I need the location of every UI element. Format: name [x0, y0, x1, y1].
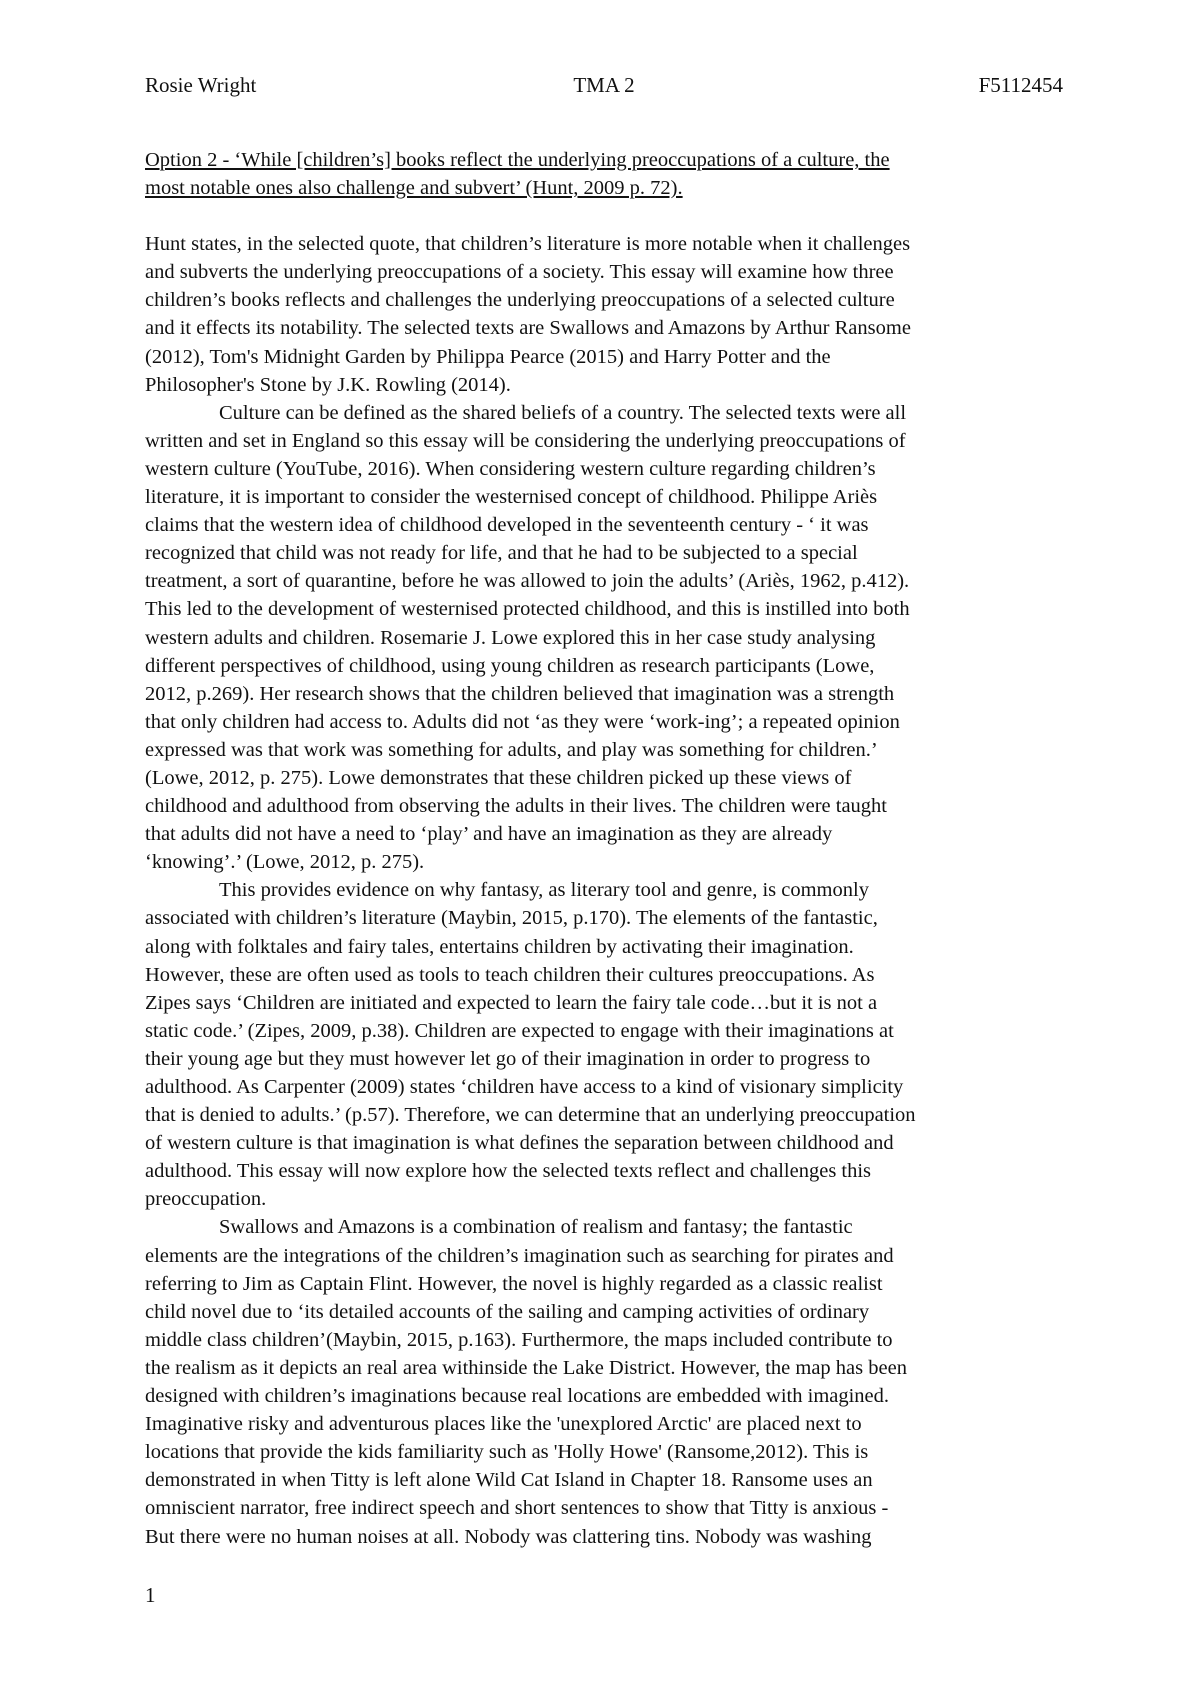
text-line: of western culture is that imagination is what defines the separation between childhood and: [145, 1132, 894, 1155]
text-line: omniscient narrator, free indirect speech and short sentences to show that Titty is anxious -: [145, 1497, 889, 1520]
text-line: western adults and children. Rosemarie J. Lowe explored this in her case study analysing: [145, 626, 876, 649]
text-line: expressed was that work was something for adults, and play was something for children.’: [145, 738, 878, 761]
text-line: However, these are often used as tools to teach children their cultures preoccupations. As: [145, 963, 875, 986]
text-line: 2012, p.269). Her research shows that the children believed that imagination was a strength: [145, 682, 895, 705]
page-number: 1: [145, 1583, 156, 1607]
text-line: Zipes says ‘Children are initiated and expected to learn the fairy tale code…but it is not a: [145, 991, 878, 1014]
text-line: and it effects its notability. The selected texts are Swallows and Amazons by Arthur Ransome: [145, 317, 911, 340]
text-line: children’s books reflects and challenges the underlying preoccupations of a selected culture: [145, 289, 895, 312]
text-line: and subverts the underlying preoccupations of a society. This essay will examine how three: [145, 261, 894, 284]
text-line: adulthood. As Carpenter (2009) states ‘children have access to a kind of visionary simplicity: [145, 1076, 904, 1098]
text-line: (2012), Tom's Midnight Garden by Philippa Pearce (2015) and Harry Potter and the: [145, 345, 831, 368]
text-line: literature, it is important to consider the westernised concept of childhood. Philippe Ariès: [145, 486, 878, 509]
page-header: [145, 70, 1063, 100]
text-line: child novel due to ‘its detailed accounts of the sailing and camping activities of ordinary: [145, 1300, 870, 1323]
header-student-id: F5112454: [978, 73, 1063, 97]
title-line: Option 2 - ‘While [children’s] books reflect the underlying preoccupations of a culture, the: [145, 149, 890, 171]
essay-paragraph: [145, 230, 1069, 399]
essay-paragraph: [145, 876, 1069, 1213]
header-author: Rosie Wright: [145, 73, 257, 97]
text-line: designed with children’s imaginations because real locations are embedded with imagined.: [145, 1385, 890, 1408]
essay-body: [145, 146, 1069, 1551]
text-line: But there were no human noises at all. Nobody was clattering tins. Nobody was washing: [145, 1525, 872, 1548]
text-line: ‘knowing’.’ (Lowe, 2012, p. 275).: [145, 851, 425, 874]
text-line: Imaginative risky and adventurous places like the 'unexplored Arctic' are placed next to: [145, 1413, 862, 1436]
essay-paragraph: [145, 399, 1069, 877]
text-line: their young age but they must however let go of their imagination in order to progress to: [145, 1047, 871, 1070]
text-line: preoccupation.: [145, 1188, 267, 1211]
title-line: most notable ones also challenge and subvert’ (Hunt, 2009 p. 72).: [145, 177, 683, 200]
text-line: western culture (YouTube, 2016). When considering western culture regarding children’s: [145, 457, 876, 480]
text-line: elements are the integrations of the children’s imagination such as searching for pirates and: [145, 1244, 894, 1267]
header-assignment: TMA 2: [573, 73, 635, 97]
text-line: static code.’ (Zipes, 2009, p.38). Children are expected to engage with their imaginations at: [145, 1019, 894, 1042]
text-line: Culture can be defined as the shared beliefs of a country. The selected texts were all: [219, 401, 907, 424]
text-line: different perspectives of childhood, using young children as research participants (Lowe,: [145, 654, 875, 677]
text-line: demonstrated in when Titty is left alone Wild Cat Island in Chapter 18. Ransome uses an: [145, 1469, 873, 1492]
text-line: middle class children’(Maybin, 2015, p.163). Furthermore, the maps included contribute to: [145, 1328, 893, 1351]
text-line: referring to Jim as Captain Flint. However, the novel is highly regarded as a classic realist: [145, 1272, 883, 1295]
text-line: the realism as it depicts an real area withinside the Lake District. However, the map has been: [145, 1356, 907, 1379]
text-line: that is denied to adults.’ (p.57). Therefore, we can determine that an underlying preoccupation: [145, 1104, 916, 1127]
text-line: that only children had access to. Adults did not ‘as they were ‘work-ing’; a repeated opinion: [145, 710, 900, 733]
text-line: claims that the western idea of childhood developed in the seventeenth century - ‘ it was: [145, 514, 869, 537]
text-line: associated with children’s literature (Maybin, 2015, p.170). The elements of the fantastic,: [145, 907, 878, 930]
essay-question-title: [145, 146, 1069, 202]
text-line: childhood and adulthood from observing the adults in their lives. The children were taught: [145, 795, 888, 818]
text-line: Philosopher's Stone by J.K. Rowling (2014).: [145, 373, 511, 396]
text-line: written and set in England so this essay will be considering the underlying preoccupations of: [145, 429, 906, 452]
text-line: locations that provide the kids familiarity such as 'Holly Howe' (Ransome,2012). This is: [145, 1441, 869, 1464]
text-line: (Lowe, 2012, p. 275). Lowe demonstrates that these children picked up these views of: [145, 766, 852, 789]
text-line: that adults did not have a need to ‘play’ and have an imagination as they are already: [145, 823, 833, 846]
text-line: This provides evidence on why fantasy, as literary tool and genre, is commonly: [219, 879, 869, 902]
text-line: This led to the development of westernised protected childhood, and this is instilled into both: [145, 598, 910, 621]
text-line: treatment, a sort of quarantine, before he was allowed to join the adults’ (Ariès, 1962, p.412).: [145, 570, 910, 593]
text-line: Hunt states, in the selected quote, that children’s literature is more notable when it challenges: [145, 233, 911, 256]
text-line: adulthood. This essay will now explore how the selected texts reflect and challenges this: [145, 1160, 872, 1183]
essay-paragraph: [145, 1213, 1069, 1550]
text-line: along with folktales and fairy tales, entertains children by activating their imagination.: [145, 935, 854, 958]
essay-paragraphs: [145, 230, 1069, 1550]
text-line: recognized that child was not ready for life, and that he had to be subjected to a special: [145, 542, 858, 565]
text-line: Swallows and Amazons is a combination of realism and fantasy; the fantastic: [219, 1216, 853, 1239]
